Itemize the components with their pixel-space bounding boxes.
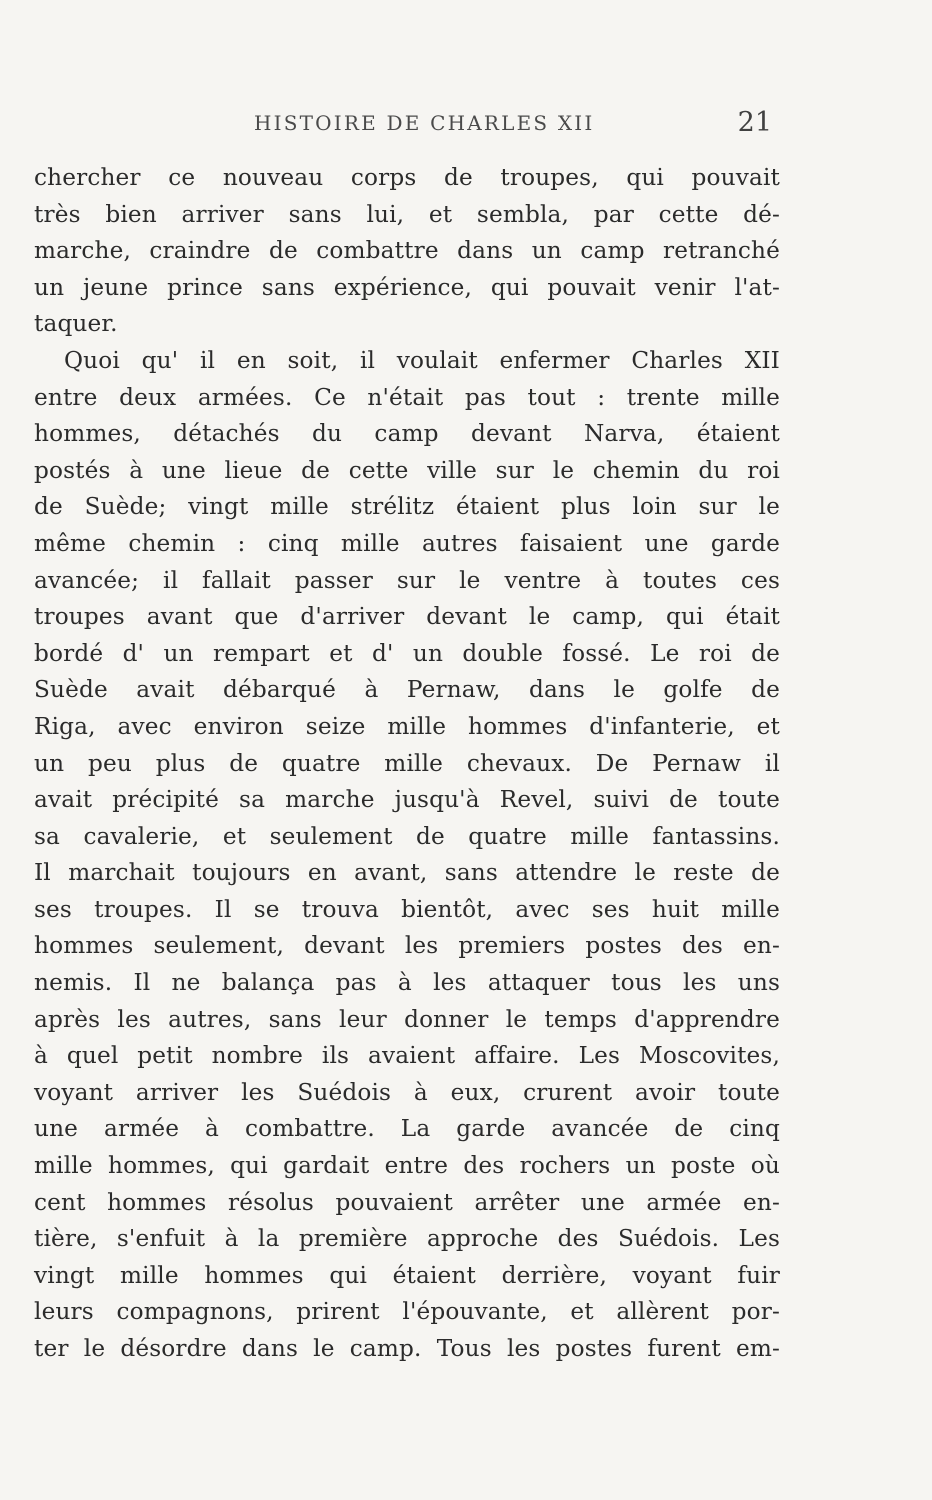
text-line: mille hommes, qui gardait entre des rochers un poste où bbox=[34, 1152, 780, 1180]
text-line: bordé d' un rempart et d' un double fossé. Le roi de bbox=[34, 639, 780, 667]
text-line: nemis. Il ne balança pas à les attaquer tous les uns bbox=[34, 969, 780, 997]
text-line: une armée à combattre. La garde avancée de cinq bbox=[34, 1115, 780, 1143]
text-line: tière, s'enfuit à la première approche des Suédois. Les bbox=[34, 1225, 780, 1253]
text-line: avait précipité sa marche jusqu'à Revel, suivi de toute bbox=[34, 786, 780, 814]
text-line: leurs compagnons, prirent l'épouvante, et allèrent por- bbox=[34, 1298, 780, 1326]
text-line: même chemin : cinq mille autres faisaient une garde bbox=[34, 529, 780, 557]
text-line: taquer. bbox=[34, 310, 118, 338]
text-line: sa cavalerie, et seulement de quatre mille fantassins. bbox=[34, 822, 780, 850]
text-line: cent hommes résolus pouvaient arrêter une armée en- bbox=[34, 1188, 780, 1216]
text-line: de Suède; vingt mille strélitz étaient plus loin sur le bbox=[34, 493, 780, 521]
text-line: à quel petit nombre ils avaient affaire. Les Moscovites, bbox=[34, 1042, 780, 1070]
text-line: hommes, détachés du camp devant Narva, étaient bbox=[34, 420, 780, 448]
text-line: très bien arriver sans lui, et sembla, par cette dé- bbox=[34, 200, 780, 228]
text-line: troupes avant que d'arriver devant le camp, qui était bbox=[34, 603, 780, 631]
text-line: Il marchait toujours en avant, sans attendre le reste de bbox=[34, 859, 780, 887]
body-text bbox=[34, 160, 780, 1368]
page-number: 21 bbox=[737, 107, 772, 138]
text-line: avancée; il fallait passer sur le ventre à toutes ces bbox=[34, 566, 780, 594]
text-line: Riga, avec environ seize mille hommes d'infanterie, et bbox=[34, 712, 780, 740]
text-line: hommes seulement, devant les premiers postes des en- bbox=[34, 932, 780, 960]
text-line: après les autres, sans leur donner le temps d'apprendre bbox=[34, 1005, 780, 1033]
text-line: marche, craindre de combattre dans un camp retranché bbox=[34, 237, 780, 265]
text-line: ter le désordre dans le camp. Tous les postes furent em- bbox=[34, 1335, 780, 1362]
text-line: un peu plus de quatre mille chevaux. De Pernaw il bbox=[34, 749, 780, 777]
running-title: HISTOIRE DE CHARLES XII bbox=[254, 111, 595, 135]
text-line: Suède avait débarqué à Pernaw, dans le golfe de bbox=[34, 676, 780, 704]
text-line: entre deux armées. Ce n'était pas tout : trente mille bbox=[34, 383, 780, 411]
text-line: voyant arriver les Suédois à eux, crurent avoir toute bbox=[34, 1078, 780, 1106]
text-line: vingt mille hommes qui étaient derrière, voyant fuir bbox=[34, 1261, 780, 1289]
text-line: chercher ce nouveau corps de troupes, qui pouvait bbox=[34, 164, 780, 191]
text-line: ses troupes. Il se trouva bientôt, avec ses huit mille bbox=[34, 895, 780, 923]
running-head bbox=[240, 107, 780, 139]
text-line: un jeune prince sans expérience, qui pouvait venir l'at- bbox=[34, 273, 780, 301]
text-line: Quoi qu' il en soit, il voulait enfermer Charles XII bbox=[64, 346, 780, 374]
text-line: postés à une lieue de cette ville sur le chemin du roi bbox=[34, 456, 780, 484]
